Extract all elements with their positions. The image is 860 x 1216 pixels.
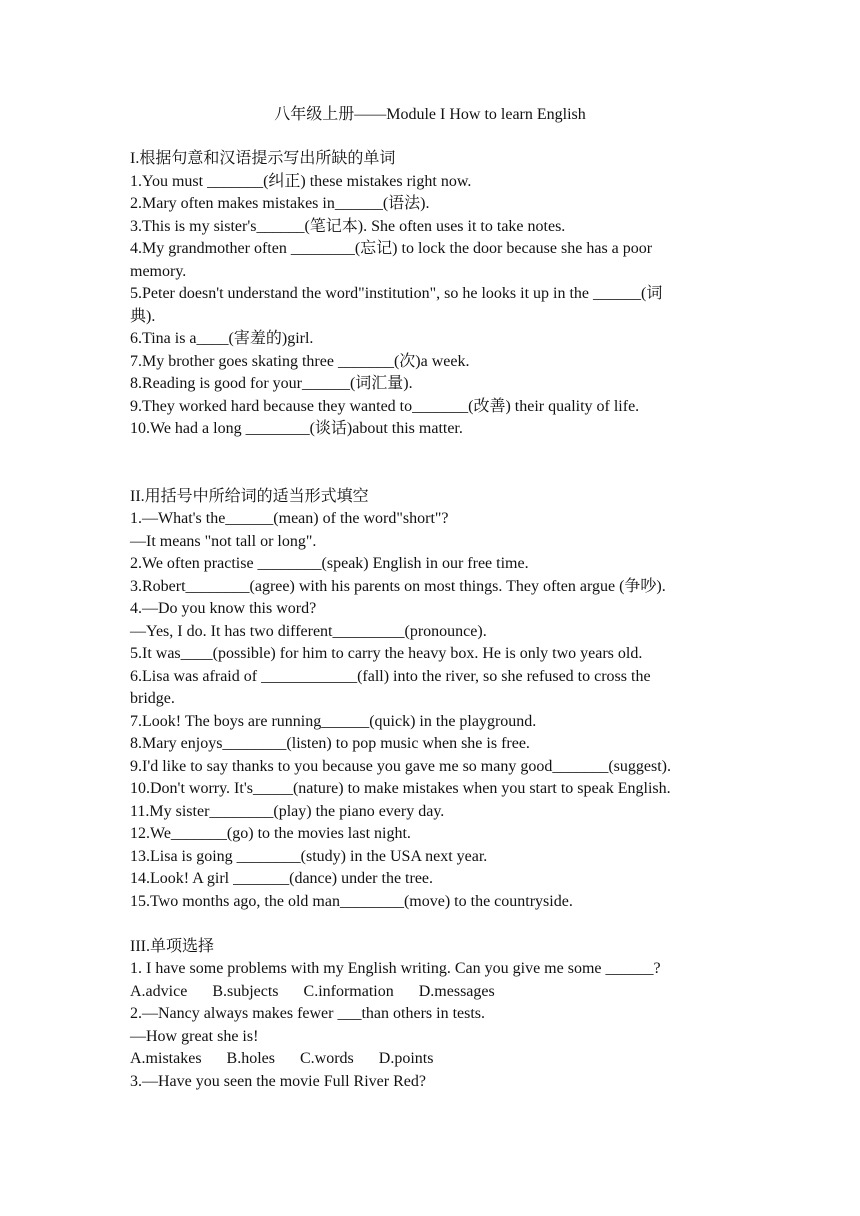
question-1-stem: 1. I have some problems with my English writing. Can you give me some ______? — [130, 960, 661, 977]
section-2-line: 2.We often practise ________(speak) English in our free time. — [130, 555, 529, 572]
section-2-line: —Yes, I do. It has two different_________(pronounce). — [130, 622, 487, 640]
section-1-line: 1.You must _______(纠正) these mistakes right now. — [130, 172, 472, 190]
document-body — [130, 148, 720, 1093]
section-1-line: 典). — [130, 307, 156, 325]
section-spacer — [130, 913, 720, 936]
section-1-line: 2.Mary often makes mistakes in______(语法). — [130, 195, 430, 212]
section-2-line: 5.It was____(possible) for him to carry the heavy box. He is only two years old. — [130, 645, 643, 662]
section-1-heading: I.根据句意和汉语提示写出所缺的单词 — [130, 150, 396, 167]
question-3-stem: 3.—Have you seen the movie Full River Red? — [130, 1072, 426, 1090]
question-1-options — [130, 981, 720, 1004]
section-2-line: 8.Mary enjoys________(listen) to pop music when she is free. — [130, 735, 530, 752]
option-c: C.words — [300, 1050, 354, 1067]
question-2-stem: 2.—Nancy always makes fewer ___than others in tests. — [130, 1005, 486, 1022]
section-2-line: 13.Lisa is going ________(study) in the USA next year. — [130, 847, 488, 865]
option-a: A.advice — [130, 982, 188, 1000]
section-2-line: —It means "not tall or long". — [130, 532, 317, 550]
option-b: B.holes — [226, 1050, 275, 1067]
section-2-line: 3.Robert________(agree) with his parents on most things. They often argue (争吵). — [130, 577, 666, 595]
section-2-heading: II.用括号中所给词的适当形式填空 — [130, 487, 369, 505]
section-2-line: 15.Two months ago, the old man________(move) to the countryside. — [130, 892, 573, 910]
section-1-line: 4.My grandmother often ________(忘记) to lock the door because she has a poor — [130, 240, 653, 257]
section-2-line: 4.—Do you know this word? — [130, 600, 317, 617]
section-2-line: 1.—What's the______(mean) of the word"short"? — [130, 510, 449, 527]
section-2-line: 10.Don't worry. It's_____(nature) to make mistakes when you start to speak English. — [130, 780, 671, 797]
section-spacer — [130, 441, 720, 486]
option-b: B.subjects — [212, 982, 279, 1000]
section-1-line: 3.This is my sister's______(笔记本). She often uses it to take notes. — [130, 217, 566, 235]
option-d: D.messages — [418, 982, 495, 1000]
option-d: D.points — [378, 1050, 434, 1067]
section-2-line: 7.Look! The boys are running______(quick) in the playground. — [130, 712, 537, 730]
section-2-line: 12.We_______(go) to the movies last night. — [130, 825, 411, 842]
section-1-line: 8.Reading is good for your______(词汇量). — [130, 375, 413, 392]
question-2-reply: —How great she is! — [130, 1027, 259, 1045]
section-1-line: 10.We had a long ________(谈话)about this matter. — [130, 420, 463, 437]
document-title: 八年级上册——Module I How to learn English — [274, 106, 586, 123]
section-2-line: 14.Look! A girl _______(dance) under the tree. — [130, 870, 434, 887]
section-1-line: 5.Peter doesn't understand the word"institution", so he looks it up in the ______(词 — [130, 285, 663, 302]
option-c: C.information — [303, 982, 394, 1000]
section-2-line: bridge. — [130, 690, 175, 707]
section-1-line: memory. — [130, 262, 187, 280]
section-1-line: 6.Tina is a____(害羞的)girl. — [130, 330, 314, 347]
option-a: A.mistakes — [130, 1050, 202, 1067]
section-2-line: 6.Lisa was afraid of ____________(fall) into the river, so she refused to cross the — [130, 667, 651, 685]
question-2-options — [130, 1048, 720, 1071]
section-3-heading: III.单项选择 — [130, 937, 214, 955]
section-1-line: 9.They worked hard because they wanted to_______(改善) their quality of life. — [130, 397, 640, 415]
section-2-line: 9.I'd like to say thanks to you because you gave me so many good_______(suggest). — [130, 757, 672, 775]
section-1-line: 7.My brother goes skating three _______(次)a week. — [130, 352, 470, 370]
section-2-line: 11.My sister________(play) the piano every day. — [130, 802, 445, 820]
